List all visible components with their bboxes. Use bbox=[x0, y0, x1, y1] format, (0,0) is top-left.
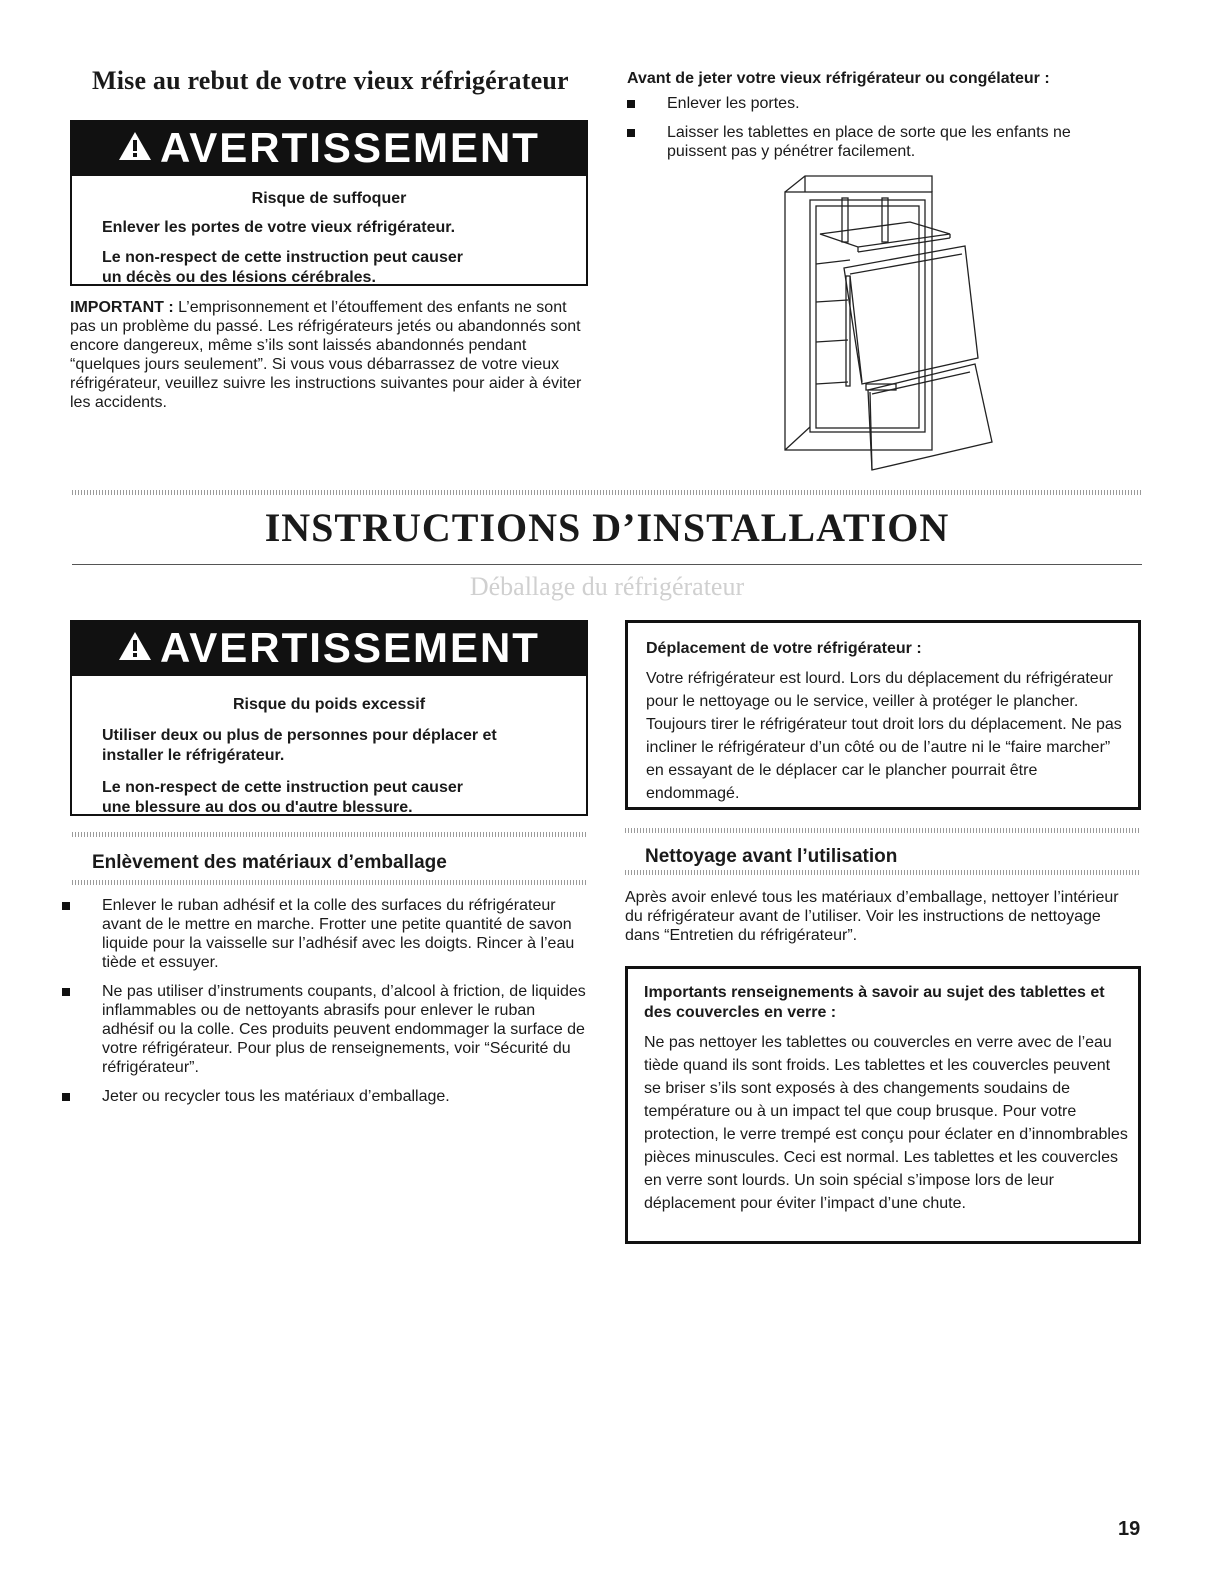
glass-box-title: Importants renseignements à savoir au sujet des tablettes et des couvercles en verre : bbox=[644, 984, 1105, 1021]
moving-box-text: Votre réfrigérateur est lourd. Lors du déplacement du réfrigérateur pour le nettoyage ou le service, veiller à protéger le plancher. Toujours tirer le réfrigérateur tout droit lors du déplacement. Ne pas incliner le réfrigérateur d’un côté ou de l’autre ni le “faire marcher” en essayant de le déplacer car le plancher pourrait être endommagé. bbox=[646, 670, 1122, 802]
packing-removal-title: Enlèvement des matériaux d’emballage bbox=[92, 852, 447, 873]
list-item bbox=[62, 982, 588, 1077]
before-discard-title: Avant de jeter votre vieux réfrigérateur ou congélateur : bbox=[627, 70, 1050, 87]
packing-divider-bottom bbox=[72, 880, 588, 885]
warning-banner bbox=[70, 620, 588, 676]
important-label: IMPORTANT : bbox=[70, 299, 174, 316]
packing-removal-list bbox=[62, 896, 588, 1116]
warning-banner bbox=[70, 120, 588, 176]
bullet-icon bbox=[62, 1093, 70, 1101]
suffocation-warning-box bbox=[70, 120, 588, 286]
moving-box-title: Déplacement de votre réfrigérateur : bbox=[646, 640, 922, 657]
moving-refrigerator-box bbox=[625, 620, 1141, 810]
packing-divider-top bbox=[72, 832, 588, 837]
warning-consequence bbox=[102, 248, 586, 288]
warning-banner-label: AVERTISSEMENT bbox=[160, 624, 540, 671]
unpacking-subtitle: Déballage du réfrigérateur bbox=[469, 572, 745, 601]
warning-triangle-icon bbox=[118, 619, 152, 675]
important-text: L’emprisonnement et l’étouffement des enfants ne sont pas un problème du passé. Les réfrigérateurs jetés ou abandonnés sont encore dangereux, même s’ils sont laissés abandonnés pendant “quelques jours seulement”. Si vous vous débarrassez de votre vieux réfrigérateur, veuillez suivre les instructions suivantes pour aider à éviter les accidents. bbox=[70, 299, 582, 411]
refrigerator-doors-removed-illustration bbox=[780, 172, 995, 477]
page-number: 19 bbox=[1118, 1518, 1141, 1540]
list-item-text: Jeter ou recycler tous les matériaux d’emballage. bbox=[102, 1088, 450, 1105]
bullet-icon bbox=[627, 100, 635, 108]
glass-box-text: Ne pas nettoyer les tablettes ou couvercles en verre avec de l’eau tiède quand ils sont froids. Les tablettes et les couvercles peuvent se briser s’ils sont exposés à des changements soudains de température ou à un impact tel que coup brusque. Pour votre protection, le verre trempé est conçu pour éclater en d’innombrables pièces minuscules. Ceci est normal. Les tablettes et les couvercles en verre sont lourds. Un soin spécial s’impose lors de leur déplacement pour éviter l’impact d’une chute. bbox=[644, 1034, 1128, 1212]
warning-consequence-line-1: Le non-respect de cette instruction peut causer bbox=[102, 249, 463, 266]
list-item-text: Enlever le ruban adhésif et la colle des surfaces du réfrigérateur avant de le mettre en marche. Frotter une petite quantité de savon liquide pour la vaisselle sur l’adhésif avec les doigts. Rincer à l’eau tiède et essuyer. bbox=[102, 897, 575, 971]
warning-instruction: Enlever les portes de votre vieux réfrigérateur. bbox=[102, 219, 456, 236]
list-item bbox=[627, 94, 1127, 113]
cleaning-divider-bottom bbox=[625, 870, 1141, 875]
list-item-text: Ne pas utiliser d’instruments coupants, d’alcool à friction, de liquides inflammables ou de nettoyants abrasifs pour enlever le ruban adhésif ou la colle. Ces produits peuvent endommager la surface de votre réfrigérateur. Pour plus de renseignements, voir “Sécurité du réfrigérateur”. bbox=[102, 983, 586, 1076]
warning-consequence bbox=[102, 778, 586, 818]
warning-triangle-icon bbox=[118, 119, 152, 175]
cleaning-text: Après avoir enlevé tous les matériaux d’emballage, nettoyer l’intérieur du réfrigérateur avant de l’utiliser. Voir les instructions de nettoyage dans “Entretien du réfrigérateur”. bbox=[625, 889, 1119, 944]
list-item bbox=[627, 123, 1127, 161]
list-item bbox=[62, 896, 588, 972]
warning-banner-label: AVERTISSEMENT bbox=[160, 124, 540, 171]
list-item-text: Enlever les portes. bbox=[667, 95, 800, 112]
installation-title: INSTRUCTIONS D’INSTALLATION bbox=[264, 505, 950, 550]
warning-consequence-line-2: une blessure au dos ou d'autre blessure. bbox=[102, 799, 413, 816]
warning-risk: Risque du poids excessif bbox=[232, 696, 426, 713]
section-divider-bottom bbox=[72, 564, 1142, 565]
section-divider-top bbox=[72, 490, 1142, 495]
glass-shelves-info-box bbox=[625, 966, 1141, 1244]
warning-consequence-line-1: Le non-respect de cette instruction peut causer bbox=[102, 779, 463, 796]
list-item-text: Laisser les tablettes en place de sorte que les enfants ne puissent pas y pénétrer facilement. bbox=[667, 124, 1071, 160]
bullet-icon bbox=[62, 902, 70, 910]
before-discard-list bbox=[627, 94, 1127, 171]
disposal-title: Mise au rebut de votre vieux réfrigérateur bbox=[92, 66, 569, 95]
warning-instruction-line-2: installer le réfrigérateur. bbox=[102, 747, 285, 764]
warning-instruction-line-1: Utiliser deux ou plus de personnes pour déplacer et bbox=[102, 727, 497, 744]
bullet-icon bbox=[62, 988, 70, 996]
cleaning-divider-top bbox=[625, 828, 1141, 833]
important-paragraph bbox=[70, 298, 590, 412]
warning-consequence-line-2: un décès ou des lésions cérébrales. bbox=[102, 269, 376, 286]
cleaning-title: Nettoyage avant l’utilisation bbox=[645, 846, 898, 867]
warning-risk: Risque de suffoquer bbox=[251, 190, 407, 207]
warning-instruction bbox=[102, 726, 586, 766]
weight-warning-box bbox=[70, 620, 588, 816]
list-item bbox=[62, 1087, 588, 1106]
bullet-icon bbox=[627, 129, 635, 137]
